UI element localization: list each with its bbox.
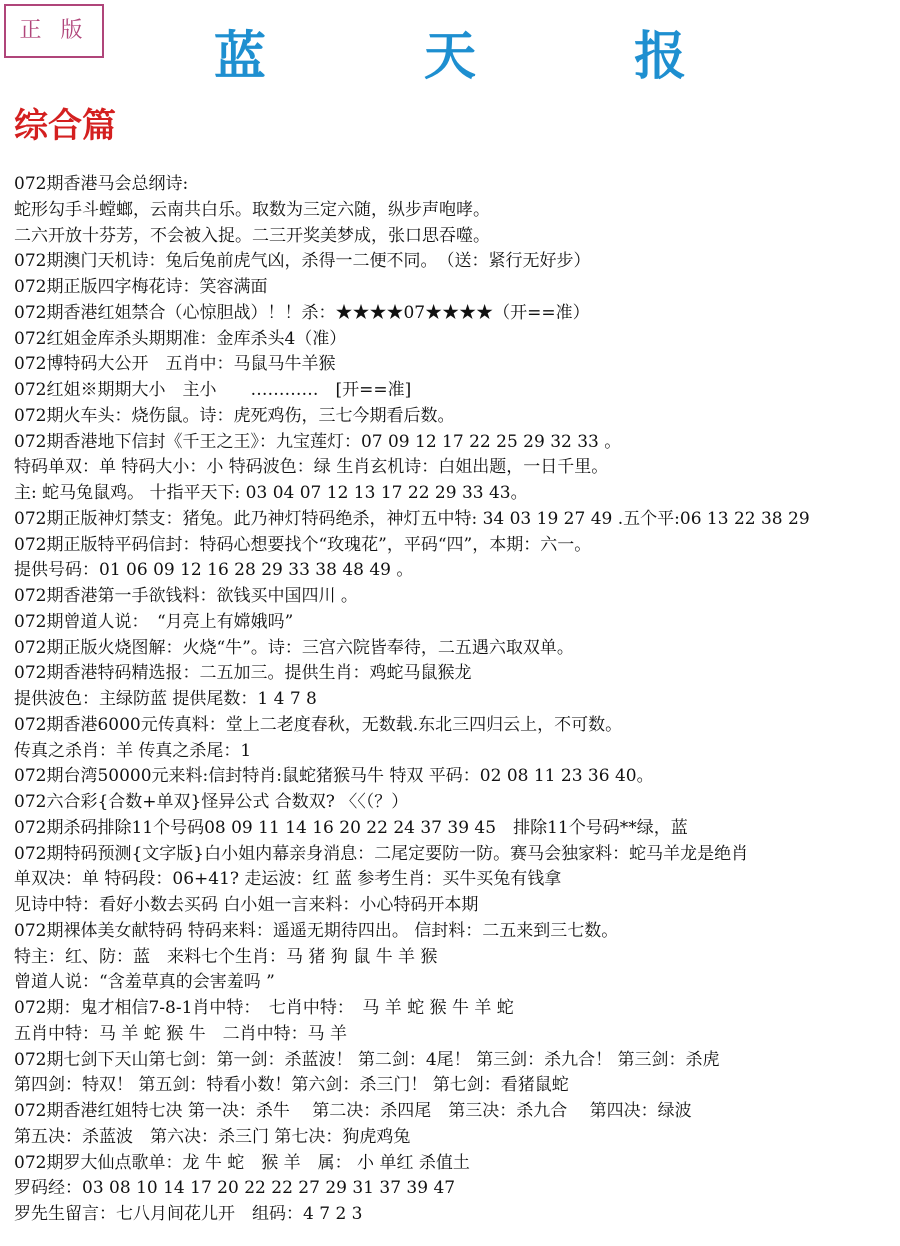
text-line: 072期特码预测{文字版}白小姐内幕亲身消息：二尾定要防一防。赛马会独家料：蛇马羊龙是绝肖 <box>14 843 749 864</box>
text-line: 072期：鬼才相信7-8-1肖中特： 七肖中特： 马 羊 蛇 猴 牛 羊 蛇 <box>14 998 514 1018</box>
text-line: 072期香港地下信封《千王之王》：九宝莲灯：07 09 12 17 22 25 29 32 33 。 <box>14 431 622 452</box>
text-line: 072期香港红姐特七决 第一决：杀牛 第二决：杀四尾 第三决：杀九合 第四决：绿波 <box>14 1101 692 1121</box>
text-line: 072红姐※期期大小 主小 ………… [开==准] <box>14 380 412 400</box>
text-line: 072期香港马会总纲诗: <box>14 174 189 194</box>
text-line: 见诗中特：看好小数去买码 白小姐一言来料：小心特码开本期 <box>14 895 479 915</box>
text-line: 传真之杀肖：羊 传真之杀尾：1 <box>14 740 252 761</box>
section-heading: 综合篇 <box>14 106 116 146</box>
text-line: 072期正版火烧图解：火烧“牛”。诗：三宫六院皆奉待，二五遇六取双单。 <box>14 637 574 658</box>
text-line: 特主：红、防：蓝 来料七个生肖：马 猪 狗 鼠 牛 羊 猴 <box>14 946 438 967</box>
article-body <box>14 172 894 1228</box>
text-line: 罗码经：03 08 10 14 17 20 22 22 27 29 31 37 39 47 <box>14 1178 456 1199</box>
text-line: 五肖中特：马 羊 蛇 猴 牛 二肖中特：马 羊 <box>14 1023 348 1044</box>
text-line: 二六开放十芬芳，不会被入捉。二三开奖美梦成，张口思吞噬。 <box>14 225 490 246</box>
text-line: 蛇形勾手斗螳螂，云南共白乐。取数为三定六随，纵步声咆哮。 <box>14 199 490 220</box>
text-line: 072期裸体美女献特码 特码来料：遥遥无期待四出。 信封料：二五来到三七数。 <box>14 920 619 941</box>
text-line: 072红姐金库杀头期期准：金库杀头4（准） <box>14 328 347 349</box>
text-line: 特码单双：单 特码大小：小 特码波色：绿 生肖玄机诗：白姐出题，一日千里。 <box>14 457 609 478</box>
text-line: 提供波色：主绿防蓝 提供尾数：1 4 7 8 <box>14 689 317 709</box>
text-line: 罗先生留言：七八月间花儿开 组码：4 7 2 3 <box>14 1204 363 1224</box>
text-line: 072六合彩{合数+单双}怪异公式 合数双? 〈〈（？） <box>14 792 409 812</box>
text-line: 单双决：单 特码段：06+41? 走运波：红 蓝 参考生肖：买牛买兔有钱拿 <box>14 869 562 890</box>
text-line: 072期香港特码精选报：二五加三。提供生肖：鸡蛇马鼠猴龙 <box>14 663 472 684</box>
text-line: 072期香港第一手欲钱料：欲钱买中国四川 。 <box>14 586 358 606</box>
text-line: 072博特码大公开 五肖中：马鼠马牛羊猴 <box>14 354 336 375</box>
text-line: 072期台湾50000元来料:信封特肖:鼠蛇猪猴马牛 特双 平码：02 08 11 23 36 40。 <box>14 766 654 787</box>
text-line: 072期罗大仙点歌单：龙 牛 蛇 猴 羊 属： 小 单红 杀值土 <box>14 1152 470 1173</box>
text-line: 072期火车头：烧伤鼠。诗：虎死鸡伤，三七今期看后数。 <box>14 405 455 426</box>
edition-badge: 正 版 <box>4 4 104 58</box>
text-line: 提供号码：01 06 09 12 16 28 29 33 38 48 49 。 <box>14 560 414 581</box>
text-line: 072期香港6000元传真料：堂上二老度春秋，无数载.东北三四归云上，不可数。 <box>14 714 623 735</box>
text-line: 主: 蛇马兔鼠鸡。 十指平天下: 03 04 07 12 13 17 22 29 33 43。 <box>14 483 528 503</box>
text-line: 072期曾道人说： “月亮上有嫦娥吗” <box>14 611 294 632</box>
text-line: 072期澳门天机诗：兔后兔前虎气凶，杀得一二便不同。 （送：紧行无好步） <box>14 251 591 272</box>
text-line: 072期香港红姐禁合（心惊胆战）！！杀：★★★★07★★★★（开==准） <box>14 302 590 323</box>
text-line: 072期正版特平码信封：特码心想要找个“玫瑰花”，平码“四”，本期：六一。 <box>14 534 592 555</box>
text-line: 072期正版四字梅花诗：笑容满面 <box>14 277 268 297</box>
text-line: 第四剑：特双！ 第五剑：特看小数！第六剑：杀三门！ 第七剑：看猪鼠蛇 <box>14 1075 569 1096</box>
text-line: 曾道人说：“含羞草真的会害羞吗 ” <box>14 972 275 993</box>
page-title: 蓝 天 报 <box>213 26 757 87</box>
text-line: 072期七剑下天山第七剑：第一剑：杀蓝波！ 第二剑：4尾！ 第三剑：杀九合！ 第三剑：杀虎 <box>14 1049 720 1070</box>
text-line: 第五决：杀蓝波 第六决：杀三门 第七决：狗虎鸡兔 <box>14 1126 411 1147</box>
text-line: 072期杀码排除11个号码08 09 11 14 16 20 22 24 37 39 45 排除11个号码**绿，蓝 <box>14 817 688 838</box>
text-line: 072期正版神灯禁支：猪兔。此乃神灯特码绝杀，神灯五中特: 34 03 19 27 49 .五个平:06 13 22 38 29 <box>14 508 810 529</box>
